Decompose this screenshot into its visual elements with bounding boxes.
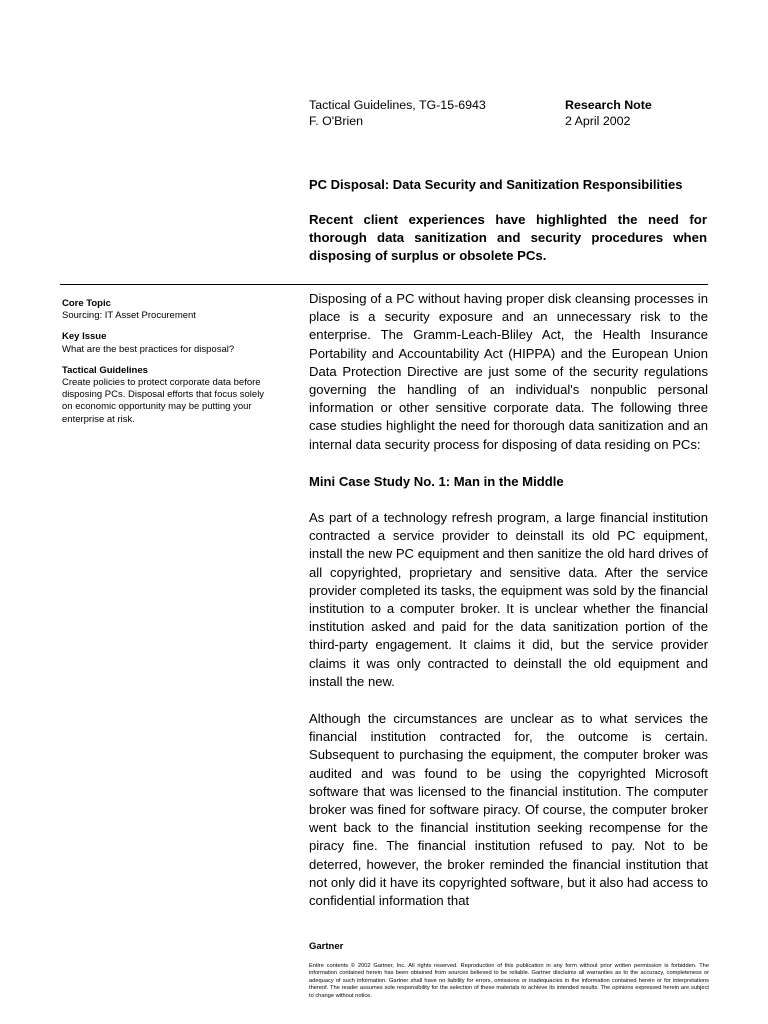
tactical-guidelines-label: Tactical Guidelines [62, 364, 148, 376]
case-study-heading: Mini Case Study No. 1: Man in the Middle [309, 473, 564, 489]
header-divider [60, 284, 708, 285]
case-study-paragraph-1: As part of a technology refresh program, a large financial institution contracted a service provider to deinstall its old PC equipment, install the new PC equipment and then sanitize the old hard drives of all copyrighted, proprietary and sensitive data. After the service provider completed its tasks, the equipment was sold by the financial institution to a computer broker. It is unclear whether the financial institution asked and paid for the data sanitization portion of the third-party engagement. It claims it did, but the service provider claims it was only contracted to deinstall the old equipment and install the new. [309, 510, 708, 689]
footer-legal: Entire contents © 2002 Gartner, Inc. All rights reserved. Reproduction of this publication in any form without prior written permission is forbidden. The information contained herein has been obtained from sources believed to be reliable. Gartner disclaims all warranties as to the accuracy, completeness or adequacy of such information. Gartner shall have no liability for errors, omissions or inadequacies in the information contained herein or for interpretations thereof. The reader assumes sole responsibility for the selection of these materials to achieve its intended results. The opinions expressed herein are subject to change without notice. [309, 963, 709, 999]
core-topic-value: Sourcing: IT Asset Procurement [62, 310, 196, 322]
key-issue-section [62, 331, 267, 355]
key-issue-value: What are the best practices for disposal? [62, 343, 235, 355]
page-title: PC Disposal: Data Security and Sanitization Responsibilities [309, 177, 683, 192]
footer-brand: Gartner [309, 941, 344, 952]
publication-date: 2 April 2002 [565, 114, 631, 128]
intro-paragraph: Disposing of a PC without having proper disk cleansing processes in place is a security exposure and an unnecessary risk to the enterprise. The Gramm-Leach-Bliley Act, the Health Insurance Portability and Accountability Act (HIPPA) and the European Union Data Protection Directive are just some of the security regulations governing the handling of an individual's nonpublic personal information or other sensitive corporate data. The following three case studies highlight the need for thorough data sanitization and an internal data security process for disposing of data residing on PCs: [309, 291, 708, 452]
case-study-paragraph-2: Although the circumstances are unclear as to what services the financial institution contracted for, the outcome is certain. Subsequent to purchasing the equipment, the computer broker was audited and was found to be using the copyrighted Microsoft software that was licensed to the financial institution. The computer broker was fined for software piracy. Of course, the computer broker went back to the financial institution seeking recompense for the piracy fine. The financial institution refused to pay. Not to be deterred, however, the broker reminded the financial institution that not only did it have its copyrighted software, but it also had access to confidential information that [309, 711, 708, 909]
core-topic-section [62, 298, 267, 322]
sidebar [62, 298, 267, 435]
core-topic-label: Core Topic [62, 298, 111, 309]
document-id: Tactical Guidelines, TG-15-6943 [309, 98, 486, 112]
summary: Recent client experiences have highlighted the need for thorough data sanitization and security procedures when disposing of surplus or obsolete PCs. [309, 212, 707, 264]
author: F. O'Brien [309, 114, 364, 128]
tactical-guidelines-value: Create policies to protect corporate data before disposing PCs. Disposal efforts that focus solely on economic opportunity may be putting your enterprise at risk. [62, 377, 265, 425]
document-type: Research Note [565, 98, 652, 112]
tactical-guidelines-section [62, 365, 267, 426]
key-issue-label: Key Issue [62, 331, 107, 343]
body-text [309, 290, 708, 929]
